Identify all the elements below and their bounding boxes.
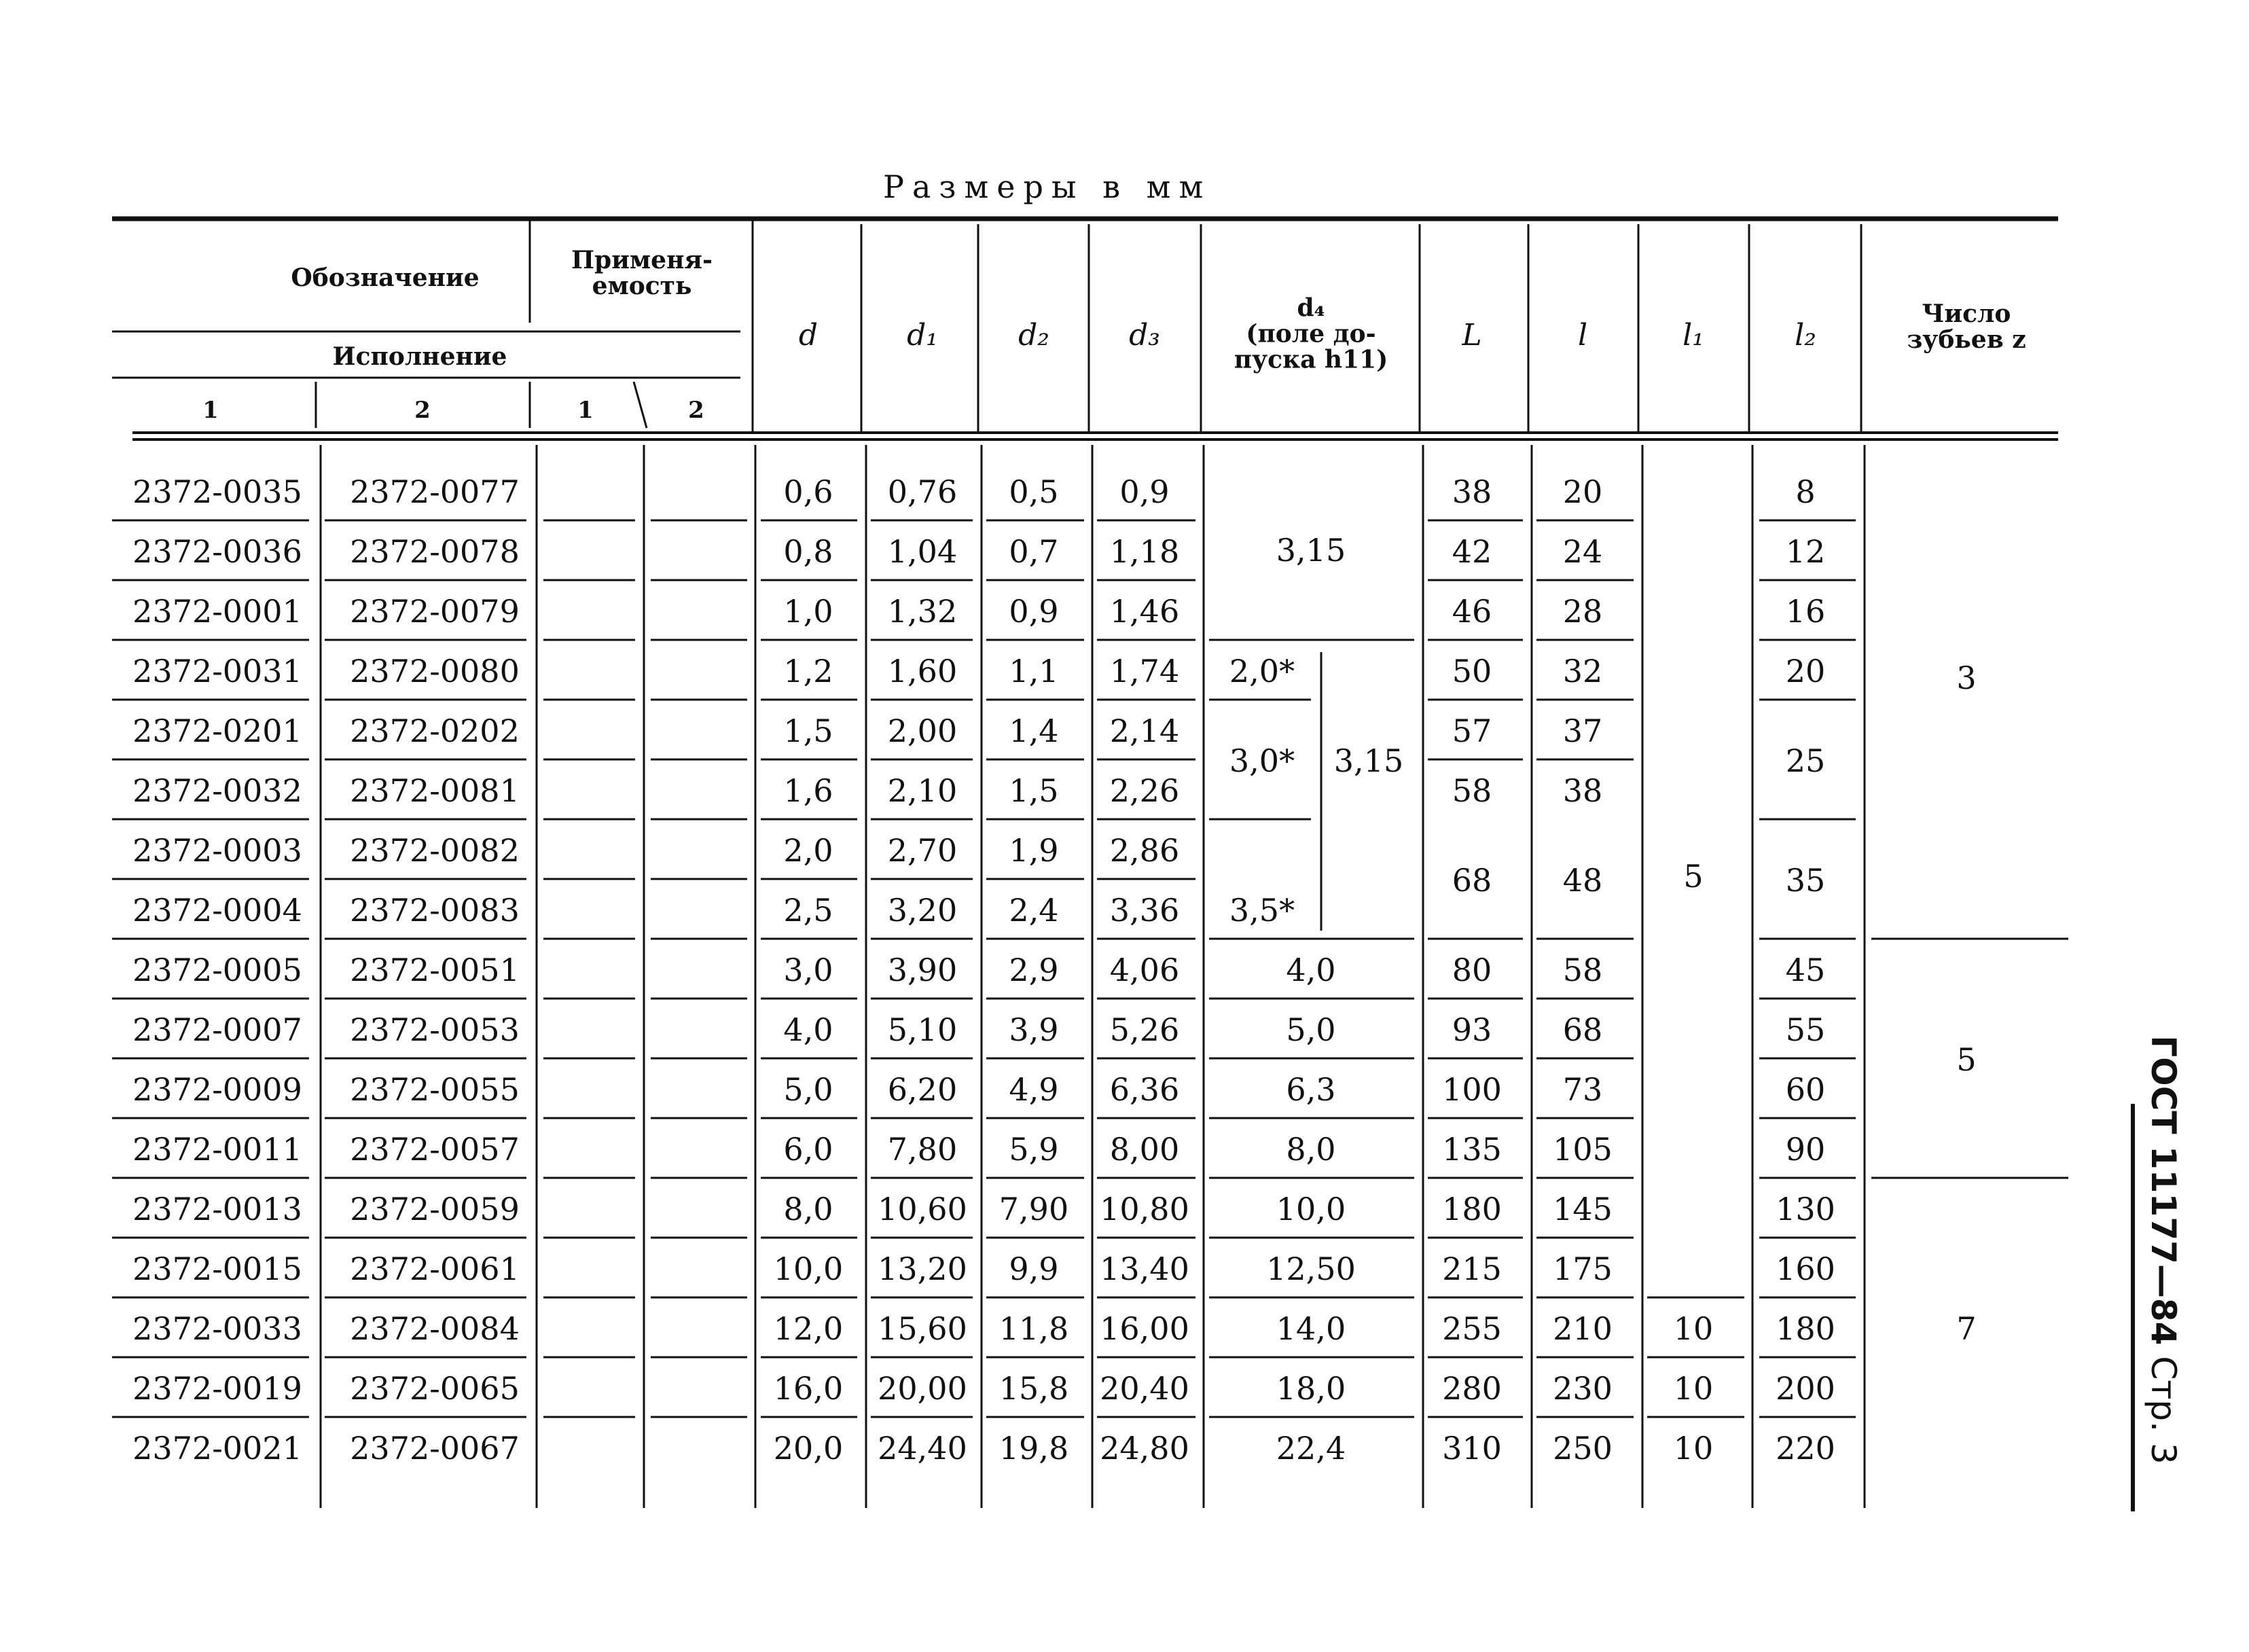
cell-l: 38 (1562, 772, 1603, 809)
header-version: Исполнение (332, 342, 507, 372)
cell-d2: 2,9 (1009, 952, 1059, 988)
cell-l: 175 (1553, 1251, 1613, 1287)
cell-version-2: 2372-0065 (350, 1370, 520, 1407)
cell-d1: 5,10 (887, 1011, 958, 1048)
cell-d: 8,0 (783, 1191, 833, 1227)
cell-l2: 55 (1785, 1011, 1826, 1048)
cell-d4-bracket-value: 3,15 (1333, 742, 1404, 779)
cell-version-1: 2372-0009 (132, 1071, 302, 1108)
cell-d1: 1,04 (887, 533, 958, 570)
header-d: d (798, 318, 818, 353)
cell-l: 32 (1562, 653, 1603, 689)
cell-l2: 200 (1776, 1370, 1835, 1407)
cell-l: 73 (1562, 1071, 1603, 1108)
cell-L: 135 (1442, 1131, 1502, 1168)
cell-d3: 0,9 (1119, 473, 1170, 510)
cell-l: 58 (1562, 952, 1603, 988)
cell-l2: 25 (1785, 742, 1826, 779)
cell-L: 180 (1442, 1191, 1502, 1227)
cell-version-2: 2372-0055 (350, 1071, 520, 1108)
cell-l2: 180 (1776, 1310, 1835, 1347)
cell-l2: 45 (1785, 952, 1826, 988)
cell-version-1: 2372-0035 (132, 473, 302, 510)
cell-d: 2,5 (783, 892, 833, 929)
cell-d4: 10,0 (1276, 1191, 1346, 1227)
cell-l: 250 (1553, 1430, 1613, 1467)
cell-d1: 2,00 (887, 713, 958, 749)
cell-l2: 90 (1785, 1131, 1826, 1168)
cell-L: 42 (1452, 533, 1492, 570)
cell-d2: 15,8 (998, 1370, 1069, 1407)
cell-d4: 8,0 (1286, 1131, 1336, 1168)
cell-d2: 0,9 (1009, 593, 1059, 630)
cell-version-2: 2372-0053 (350, 1011, 520, 1048)
cell-L: 310 (1442, 1430, 1502, 1467)
cell-d: 20,0 (773, 1430, 844, 1467)
cell-version-2: 2372-0084 (350, 1310, 520, 1347)
cell-d1: 10,60 (878, 1191, 967, 1227)
cell-version-1: 2372-0019 (132, 1370, 302, 1407)
cell-version-1: 2372-0004 (132, 892, 302, 929)
cell-d1: 1,60 (887, 653, 958, 689)
cell-d4-star: 3,0* (1229, 742, 1295, 779)
cell-version-1: 2372-0015 (132, 1251, 302, 1287)
cell-d3: 16,00 (1100, 1310, 1189, 1347)
cell-d1: 24,40 (878, 1430, 967, 1467)
cell-version-1: 2372-0001 (132, 593, 302, 630)
cell-L: 38 (1452, 473, 1492, 510)
cell-d4: 14,0 (1276, 1310, 1346, 1347)
cell-z: 7 (1956, 1310, 1977, 1347)
cell-d1: 3,20 (887, 892, 958, 929)
cell-version-2: 2372-0059 (350, 1191, 520, 1227)
cell-d1: 6,20 (887, 1071, 958, 1108)
header-l1: l₁ (1683, 318, 1704, 353)
gost-code: ГОСТ 11177—84 (2144, 1035, 2183, 1346)
cell-d3: 10,80 (1100, 1191, 1189, 1227)
header-applicability: Применя- емость (571, 246, 713, 300)
cell-l1: 10 (1673, 1370, 1714, 1407)
cell-l: 105 (1553, 1131, 1613, 1168)
cell-d: 1,6 (783, 772, 833, 809)
cell-d4: 18,0 (1276, 1370, 1346, 1407)
cell-version-2: 2372-0067 (350, 1430, 520, 1467)
cell-d1: 2,70 (887, 832, 958, 869)
cell-d3: 6,36 (1109, 1071, 1180, 1108)
cell-l2: 20 (1785, 653, 1826, 689)
cell-version-1: 2372-0007 (132, 1011, 302, 1048)
cell-version-1: 2372-0013 (132, 1191, 302, 1227)
cell-d: 12,0 (773, 1310, 844, 1347)
cell-l: 28 (1562, 593, 1603, 630)
page-number: Стр. 3 (2144, 1356, 2183, 1465)
cell-d: 16,0 (773, 1370, 844, 1407)
cell-d1: 1,32 (887, 593, 958, 630)
cell-d2: 5,9 (1009, 1131, 1059, 1168)
cell-d3: 2,14 (1109, 713, 1180, 749)
cell-l1-merged: 5 (1683, 858, 1704, 895)
cell-d: 1,2 (783, 653, 833, 689)
header-designation: Обозначение (291, 264, 480, 293)
cell-d3: 24,80 (1100, 1430, 1189, 1467)
cell-l1: 10 (1673, 1430, 1714, 1467)
cell-L: 215 (1442, 1251, 1502, 1287)
cell-l2: 8 (1795, 473, 1816, 510)
cell-d1: 20,00 (878, 1370, 967, 1407)
cell-version-1: 2372-0036 (132, 533, 302, 570)
cell-d2: 7,90 (998, 1191, 1069, 1227)
cell-d: 5,0 (783, 1071, 833, 1108)
cell-d2: 4,9 (1009, 1071, 1059, 1108)
cell-z: 5 (1956, 1041, 1977, 1078)
cell-l2: 12 (1785, 533, 1826, 570)
header-d1: d₁ (907, 318, 938, 353)
cell-d2: 1,5 (1009, 772, 1059, 809)
cell-version-1: 2372-0033 (132, 1310, 302, 1347)
cell-version-2: 2372-0057 (350, 1131, 520, 1168)
cell-z: 3 (1956, 660, 1977, 696)
cell-d: 10,0 (773, 1251, 844, 1287)
table-caption: Размеры в мм (883, 168, 1212, 205)
cell-d1: 15,60 (878, 1310, 967, 1347)
cell-L-merged: 68 (1452, 862, 1492, 899)
cell-l: 24 (1562, 533, 1603, 570)
cell-L: 80 (1452, 952, 1492, 988)
cell-version-1: 2372-0201 (132, 713, 302, 749)
cell-version-2: 2372-0078 (350, 533, 520, 570)
cell-d4: 6,3 (1286, 1071, 1336, 1108)
cell-version-2: 2372-0061 (350, 1251, 520, 1287)
cell-version-1: 2372-0005 (132, 952, 302, 988)
cell-l: 210 (1553, 1310, 1613, 1347)
header-l2: l₂ (1795, 318, 1816, 353)
header-L: L (1462, 318, 1482, 353)
header-slash-rule (634, 382, 647, 428)
cell-d2: 1,9 (1009, 832, 1059, 869)
cell-d2: 9,9 (1009, 1251, 1059, 1287)
cell-d3: 8,00 (1109, 1131, 1180, 1168)
cell-d2: 11,8 (998, 1310, 1069, 1347)
cell-version-2: 2372-0051 (350, 952, 520, 988)
cell-d2: 0,5 (1009, 473, 1059, 510)
cell-version-1: 2372-0011 (132, 1131, 302, 1168)
cell-version-2: 2372-0079 (350, 593, 520, 630)
cell-L: 255 (1442, 1310, 1502, 1347)
header-version-col-1: 1 (202, 397, 219, 425)
cell-d4-merged: 3,15 (1276, 532, 1346, 569)
header-d4: d₄ (поле до- пуска h11) (1234, 293, 1388, 374)
cell-l: 20 (1562, 473, 1603, 510)
cell-d4: 5,0 (1286, 1011, 1336, 1048)
header-applicability-col-1: 1 (577, 397, 594, 425)
header-d2: d₂ (1018, 318, 1049, 353)
cell-L: 46 (1452, 593, 1492, 630)
header-applicability-col-2: 2 (688, 397, 704, 425)
cell-l: 37 (1562, 713, 1603, 749)
cell-d: 4,0 (783, 1011, 833, 1048)
cell-d1: 13,20 (878, 1251, 967, 1287)
cell-d3: 13,40 (1100, 1251, 1189, 1287)
header-d3: d₃ (1129, 318, 1160, 353)
cell-d2: 1,1 (1009, 653, 1059, 689)
cell-l: 230 (1553, 1370, 1613, 1407)
cell-d: 2,0 (783, 832, 833, 869)
cell-version-2: 2372-0080 (350, 653, 520, 689)
cell-version-1: 2372-0031 (132, 653, 302, 689)
cell-l2: 160 (1776, 1251, 1835, 1287)
cell-version-2: 2372-0082 (350, 832, 520, 869)
cell-d3: 1,74 (1109, 653, 1180, 689)
cell-version-2: 2372-0083 (350, 892, 520, 929)
cell-L: 280 (1442, 1370, 1502, 1407)
cell-d1: 3,90 (887, 952, 958, 988)
cell-d2: 3,9 (1009, 1011, 1059, 1048)
cell-l: 145 (1553, 1191, 1613, 1227)
cell-L: 50 (1452, 653, 1492, 689)
cell-version-1: 2372-0032 (132, 772, 302, 809)
cell-l2: 35 (1785, 862, 1826, 899)
cell-d: 3,0 (783, 952, 833, 988)
cell-l2: 60 (1785, 1071, 1826, 1108)
cell-d3: 4,06 (1109, 952, 1180, 988)
cell-l-merged: 48 (1562, 862, 1603, 899)
cell-d3: 2,26 (1109, 772, 1180, 809)
cell-d3: 1,18 (1109, 533, 1180, 570)
cell-d: 0,6 (783, 473, 833, 510)
cell-version-2: 2372-0081 (350, 772, 520, 809)
cell-L: 93 (1452, 1011, 1492, 1048)
cell-d4-star: 3,5* (1229, 892, 1295, 929)
cell-L: 58 (1452, 772, 1492, 809)
cell-d3: 20,40 (1100, 1370, 1189, 1407)
cell-version-2: 2372-0077 (350, 473, 520, 510)
cell-d2: 1,4 (1009, 713, 1059, 749)
cell-d2: 19,8 (998, 1430, 1069, 1467)
cell-l: 68 (1562, 1011, 1603, 1048)
cell-d4: 4,0 (1286, 952, 1336, 988)
cell-d4-star: 2,0* (1229, 653, 1295, 689)
cell-d4: 22,4 (1276, 1430, 1346, 1467)
cell-version-1: 2372-0021 (132, 1430, 302, 1467)
cell-d1: 2,10 (887, 772, 958, 809)
cell-d3: 5,26 (1109, 1011, 1180, 1048)
cell-d: 1,5 (783, 713, 833, 749)
cell-l1: 10 (1673, 1310, 1714, 1347)
cell-l2: 220 (1776, 1430, 1835, 1467)
cell-L: 57 (1452, 713, 1492, 749)
cell-version-2: 2372-0202 (350, 713, 520, 749)
header-l: l (1577, 318, 1588, 353)
cell-d1: 7,80 (887, 1131, 958, 1168)
cell-d: 0,8 (783, 533, 833, 570)
cell-d2: 2,4 (1009, 892, 1059, 929)
cell-d3: 1,46 (1109, 593, 1180, 630)
gost-side-label (2144, 1035, 2183, 1464)
cell-d3: 2,86 (1109, 832, 1180, 869)
cell-version-1: 2372-0003 (132, 832, 302, 869)
header-version-col-2: 2 (414, 397, 431, 425)
cell-l2: 16 (1785, 593, 1826, 630)
cell-l2: 130 (1776, 1191, 1835, 1227)
cell-d2: 0,7 (1009, 533, 1059, 570)
header-z: Число зубьев z (1907, 300, 2026, 354)
cell-d: 1,0 (783, 593, 833, 630)
cell-L: 100 (1442, 1071, 1502, 1108)
cell-d4: 12,50 (1266, 1251, 1356, 1287)
cell-d1: 0,76 (887, 473, 958, 510)
cell-d3: 3,36 (1109, 892, 1180, 929)
cell-d: 6,0 (783, 1131, 833, 1168)
